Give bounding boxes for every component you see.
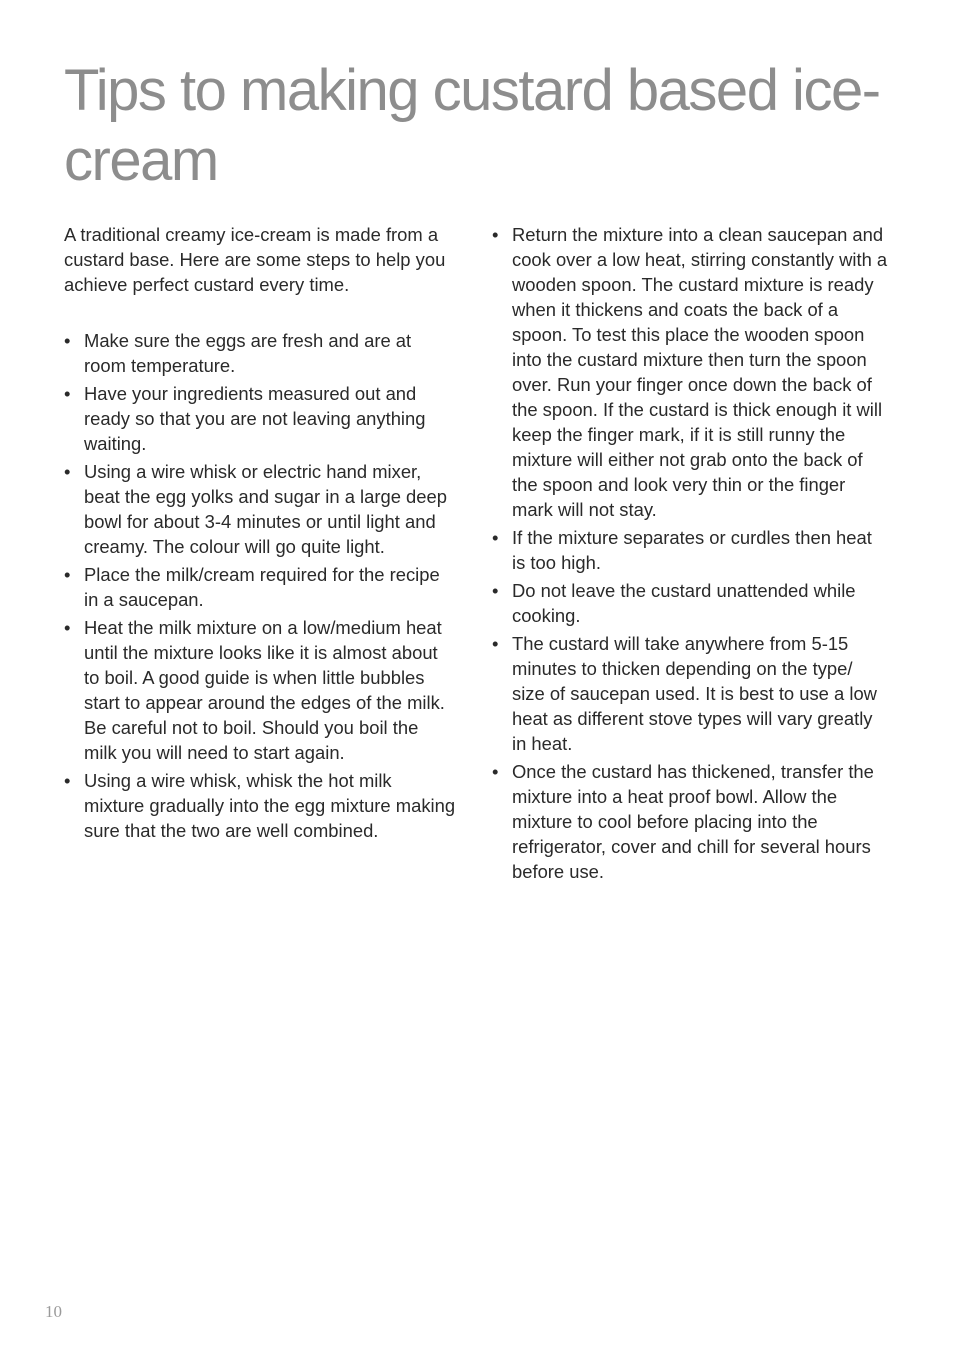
list-item	[64, 615, 456, 765]
list-item	[64, 562, 456, 612]
tip-text: Once the custard has thickened, transfer the mixture into a heat proof bowl. Allow the mixture to cool before placing into the refrigerator, cover and chill for several hours before use.	[512, 761, 874, 882]
list-item	[64, 328, 456, 378]
tip-text: Using a wire whisk, whisk the hot milk mixture gradually into the egg mixture making sure that the two are well combined.	[84, 770, 456, 841]
bullet-icon: •	[64, 330, 71, 351]
bullet-icon: •	[64, 617, 71, 638]
bullet-icon: •	[64, 383, 71, 404]
tip-text: Do not leave the custard unattended while cooking.	[512, 580, 856, 626]
list-item	[492, 578, 888, 628]
bullet-icon: •	[64, 461, 71, 482]
list-item	[64, 459, 456, 559]
page-title: Tips to making custard based ice-cream	[64, 58, 880, 193]
left-tips-list	[64, 328, 456, 843]
right-column	[492, 222, 888, 887]
list-item	[64, 381, 456, 456]
bullet-icon: •	[492, 527, 499, 548]
tip-text: Have your ingredients measured out and ready so that you are not leaving anything waiting.	[84, 383, 426, 454]
tip-text: Make sure the eggs are fresh and are at room temperature.	[84, 330, 412, 376]
tip-text: The custard will take anywhere from 5-15 minutes to thicken depending on the type/ size of saucepan used. It is best to use a low heat as different stove types will vary greatly in heat.	[512, 633, 877, 754]
left-column	[64, 222, 456, 846]
right-tips-list	[492, 222, 888, 884]
tip-text: Return the mixture into a clean saucepan and cook over a low heat, stirring constantly with a wooden spoon. The custard mixture is ready when it thickens and coats the back of a spoon. To test this place the wooden spoon into the custard mixture then turn the spoon over. Run your finger once down the back of the spoon. If the custard is thick enough it will keep the finger mark, if it is still runny the mixture will either not grab onto the back of the spoon and look very thin or the finger mark will not stay.	[512, 224, 888, 520]
list-item	[492, 631, 888, 756]
tip-text: Using a wire whisk or electric hand mixer, beat the egg yolks and sugar in a large deep bowl for about 3-4 minutes or until light and creamy. The colour will go quite light.	[84, 461, 447, 557]
tip-text: Heat the milk mixture on a low/medium heat until the mixture looks like it is almost about to boil. A good guide is when little bubbles start to appear around the edges of the milk. Be careful not to boil. Should you boil the milk you will need to start again.	[84, 617, 445, 763]
list-item	[492, 525, 888, 575]
bullet-icon: •	[64, 770, 71, 791]
list-item	[492, 759, 888, 884]
bullet-icon: •	[492, 633, 499, 654]
bullet-icon: •	[492, 224, 499, 245]
tip-text: Place the milk/cream required for the recipe in a saucepan.	[84, 564, 440, 610]
bullet-icon: •	[492, 580, 499, 601]
tip-text: If the mixture separates or curdles then heat is too high.	[512, 527, 872, 573]
bullet-icon: •	[64, 564, 71, 585]
list-item	[64, 768, 456, 843]
bullet-icon: •	[492, 761, 499, 782]
intro-paragraph: A traditional creamy ice-cream is made from a custard base. Here are some steps to help you achieve perfect custard every time.	[64, 224, 446, 295]
page-number: 10	[45, 1302, 62, 1321]
list-item	[492, 222, 888, 522]
